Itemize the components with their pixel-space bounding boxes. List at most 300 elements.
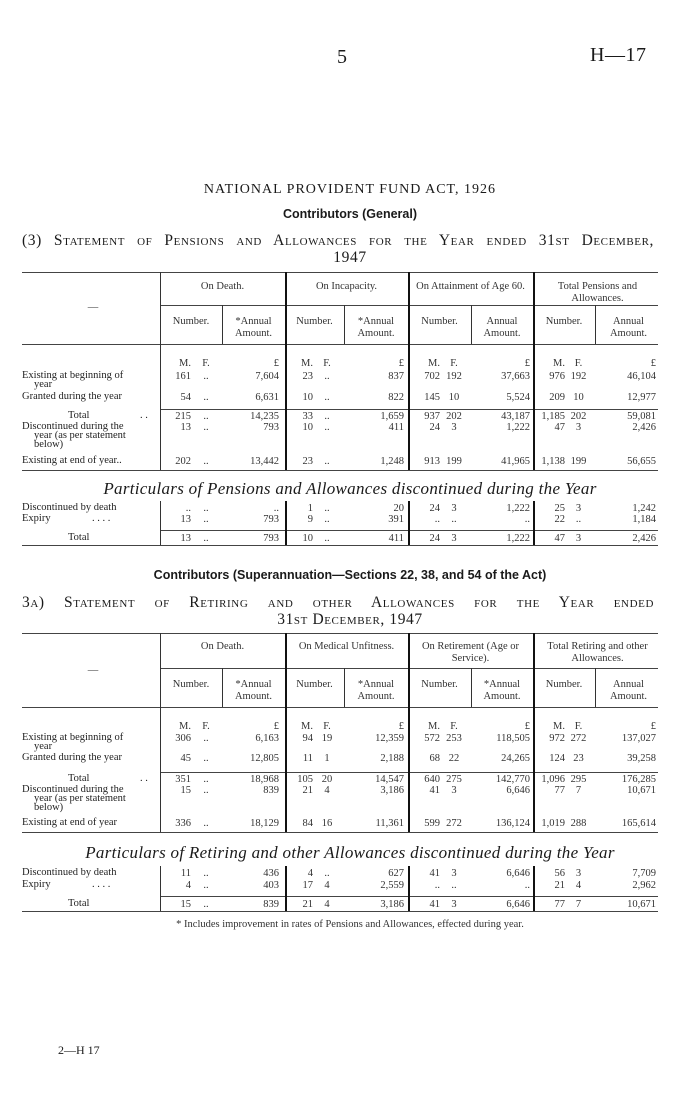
- leader-dots: . . . .: [92, 513, 111, 524]
- section1-particulars-title: Particulars of Pensions and Allowances discontinued during the Year: [103, 479, 597, 498]
- table-cell: 136,124: [495, 818, 530, 829]
- subcolumn-divider: [471, 305, 472, 344]
- table-cell: 12,805: [250, 753, 279, 764]
- section2-statement-title: 3a) Statement of Retiring and other Allowances for the Year ended: [22, 594, 654, 611]
- table-cell: 1,248: [380, 456, 404, 467]
- section1-top-rule: [22, 272, 658, 273]
- row-label-cont: year (as per statement: [34, 793, 126, 804]
- row-label: Granted during the year: [22, 391, 123, 402]
- table-cell: 23: [573, 753, 584, 764]
- particulars-cell: 25: [554, 503, 565, 514]
- table-cell: ..: [203, 753, 209, 764]
- particulars-cell: 22: [554, 514, 565, 525]
- particulars-cell: ..: [203, 880, 209, 891]
- group-header: Total Pensions and Allowances.: [557, 281, 638, 304]
- unit-label: £: [650, 721, 656, 732]
- table-cell: ..: [203, 422, 209, 433]
- table-cell: 15: [180, 785, 191, 796]
- table-cell: 41: [429, 785, 440, 796]
- particulars-label: Discontinued by death: [22, 867, 117, 878]
- section1-body-bottom-rule: [22, 470, 658, 471]
- stub-header-dash: —: [87, 665, 99, 676]
- particulars-cell: ..: [203, 503, 209, 514]
- table-cell: 12,359: [375, 733, 404, 744]
- leader-dots: . .: [140, 410, 148, 421]
- table-cell: 24,265: [501, 753, 530, 764]
- particulars-cell: 10: [302, 533, 313, 544]
- section1-statement-title: (3) Statement of Pensions and Allowances for the Year ended 31st December,: [22, 232, 654, 249]
- unit-label: M.: [301, 358, 313, 369]
- page-footer-id: 2—H 17: [58, 1043, 100, 1057]
- particulars-cell: 1: [307, 503, 313, 514]
- particulars-cell: 2,426: [632, 533, 656, 544]
- table-cell: 176,285: [621, 774, 656, 785]
- table-cell: ..: [324, 456, 330, 467]
- section1-statement-year: 1947: [333, 249, 367, 266]
- table-cell: 1,019: [541, 818, 565, 829]
- table-cell: 411: [388, 422, 404, 433]
- particulars-cell: 24: [429, 503, 440, 514]
- group-header: On Incapacity.: [315, 281, 378, 292]
- particulars-cell: 4: [575, 880, 582, 891]
- table-cell: 202: [175, 456, 191, 467]
- particulars-label: Expiry: [22, 879, 51, 890]
- table-cell: ..: [203, 785, 209, 796]
- row-label: Existing at beginning of: [22, 732, 124, 743]
- table-cell: 3,186: [380, 785, 404, 796]
- particulars-cell: 6,646: [506, 868, 530, 879]
- particulars-cell: 24: [429, 533, 440, 544]
- table-cell: 1,222: [506, 422, 530, 433]
- particulars-cell: 793: [263, 514, 279, 525]
- table-cell: 84: [302, 818, 313, 829]
- subcolumn-divider: [344, 305, 345, 344]
- table-cell: 56,655: [627, 456, 656, 467]
- table-cell: 68: [429, 753, 440, 764]
- particulars-divider: [285, 866, 287, 911]
- particulars-cell: ..: [451, 880, 457, 891]
- particulars-cell: 391: [388, 514, 404, 525]
- particulars-label: Total: [68, 532, 90, 543]
- table-cell: 3: [575, 422, 582, 433]
- table-cell: 165,614: [621, 818, 656, 829]
- unit-label: £: [650, 358, 656, 369]
- table-cell: 209: [549, 392, 565, 403]
- table-cell: 288: [570, 818, 587, 829]
- particulars-divider: [160, 501, 161, 545]
- table-cell: 105: [297, 774, 313, 785]
- row-label: Total: [68, 410, 90, 421]
- table-cell: 14,547: [375, 774, 404, 785]
- particulars-cell: ..: [324, 868, 330, 879]
- table-cell: 1,096: [541, 774, 565, 785]
- table-cell: 23: [302, 456, 313, 467]
- row-label: Existing at end of year..: [22, 455, 122, 466]
- particulars-cell: ..: [185, 503, 191, 514]
- row-label: Existing at beginning of: [22, 370, 124, 381]
- table-cell: 43,187: [501, 411, 530, 422]
- table-cell: 913: [424, 456, 440, 467]
- subcolumn-divider: [222, 305, 223, 344]
- table-cell: 702: [424, 371, 440, 382]
- table-cell: 54: [180, 392, 191, 403]
- page-number: 5: [337, 46, 347, 68]
- table-cell: 272: [570, 733, 587, 744]
- table-cell: ..: [324, 422, 330, 433]
- table-cell: 12,977: [627, 392, 656, 403]
- table-cell: 6,646: [506, 785, 530, 796]
- table-cell: 199: [570, 456, 587, 467]
- table-cell: 822: [388, 392, 404, 403]
- unit-label: M.: [179, 721, 191, 732]
- column-divider: [160, 633, 161, 832]
- particulars-divider: [533, 866, 535, 911]
- table-cell: 4: [324, 785, 330, 796]
- particulars-cell: 9: [307, 514, 313, 525]
- table-cell: ..: [203, 818, 209, 829]
- particulars-cell: 13: [180, 514, 191, 525]
- footnote: * Includes improvement in rates of Pensions and Allowances, effected during year.: [176, 919, 524, 930]
- table-cell: 3: [451, 422, 457, 433]
- column-header: *Annual Amount.: [234, 316, 273, 339]
- table-cell: ..: [203, 774, 209, 785]
- particulars-cell: ..: [524, 514, 530, 525]
- table-cell: 937: [424, 411, 440, 422]
- particulars-divider: [408, 501, 410, 545]
- group-header: On Retirement (Age or Service).: [421, 641, 520, 664]
- particulars-divider: [408, 866, 410, 911]
- table-cell: 124: [549, 753, 565, 764]
- unit-label: M.: [428, 721, 440, 732]
- particulars-cell: ..: [324, 533, 330, 544]
- table-cell: 1: [324, 753, 330, 764]
- table-cell: 14,235: [250, 411, 279, 422]
- table-cell: ..: [324, 371, 330, 382]
- subcolumn-divider: [595, 668, 596, 707]
- section2-particulars-bottom-rule: [22, 911, 658, 912]
- particulars-cell: 47: [554, 533, 565, 544]
- particulars-label: Discontinued by death: [22, 502, 117, 513]
- table-cell: 202: [446, 411, 462, 422]
- unit-label: £: [273, 721, 279, 732]
- particulars-cell: 21: [554, 880, 565, 891]
- particulars-cell: ..: [203, 868, 209, 879]
- table-cell: 199: [446, 456, 462, 467]
- table-cell: 21: [302, 785, 313, 796]
- particulars-cell: 3: [451, 899, 457, 910]
- table-cell: ..: [203, 392, 209, 403]
- table-cell: 837: [388, 371, 404, 382]
- table-cell: 2,426: [632, 422, 656, 433]
- table-cell: 351: [175, 774, 191, 785]
- section2-subtitle: Contributors (Superannuation—Sections 22, 38, and 54 of the Act): [153, 568, 547, 582]
- unit-label: M.: [553, 358, 565, 369]
- table-cell: 972: [549, 733, 565, 744]
- particulars-cell: ..: [524, 880, 530, 891]
- particulars-cell: ..: [324, 514, 330, 525]
- particulars-cell: 17: [302, 880, 313, 891]
- table-cell: 1,185: [541, 411, 565, 422]
- group-header: On Attainment of Age 60.: [416, 281, 525, 292]
- row-label: Granted during the year: [22, 752, 123, 763]
- particulars-label: Expiry: [22, 513, 51, 524]
- column-header: *Annual Amount.: [357, 316, 395, 339]
- section2-top-rule: [22, 633, 658, 634]
- column-divider: [533, 633, 535, 832]
- particulars-cell: 1,222: [506, 503, 530, 514]
- table-cell: 59,081: [627, 411, 656, 422]
- table-cell: 3: [451, 785, 457, 796]
- column-header: Number.: [545, 679, 583, 690]
- particulars-cell: 13: [180, 533, 191, 544]
- unit-label: F.: [202, 721, 210, 732]
- table-cell: 24: [429, 422, 440, 433]
- table-cell: 22: [448, 753, 460, 764]
- table-cell: 18,968: [250, 774, 279, 785]
- table-cell: 215: [175, 411, 191, 422]
- particulars-cell: ..: [434, 514, 440, 525]
- table-cell: 192: [570, 371, 587, 382]
- table-cell: 18,129: [250, 818, 279, 829]
- particulars-cell: 4: [324, 899, 330, 910]
- section1-subtitle: Contributors (General): [282, 207, 418, 221]
- particulars-label: Total: [68, 898, 90, 909]
- particulars-divider: [285, 501, 287, 545]
- document-reference: H—17: [590, 44, 647, 66]
- row-label-cont: year: [34, 379, 53, 390]
- table-cell: 1,138: [541, 456, 565, 467]
- table-cell: 976: [549, 371, 565, 382]
- table-cell: ..: [203, 371, 209, 382]
- column-header: Number.: [296, 316, 333, 327]
- table-cell: 6,631: [255, 392, 279, 403]
- column-header: Annual Amount.: [483, 316, 521, 339]
- particulars-cell: 2,962: [632, 880, 656, 891]
- particulars-cell: ..: [575, 514, 582, 525]
- particulars-cell: ..: [203, 533, 209, 544]
- particulars-cell: 6,646: [506, 899, 530, 910]
- particulars-cell: 411: [388, 533, 404, 544]
- column-header: Number.: [421, 316, 458, 327]
- unit-label: F.: [450, 358, 458, 369]
- table-cell: ..: [324, 392, 330, 403]
- particulars-cell: 7: [575, 899, 582, 910]
- table-cell: 1,659: [380, 411, 404, 422]
- table-cell: 13: [180, 422, 191, 433]
- unit-label: £: [524, 721, 530, 732]
- particulars-cell: 41: [429, 899, 440, 910]
- particulars-cell: ..: [273, 503, 279, 514]
- particulars-cell: 3,186: [380, 899, 404, 910]
- particulars-cell: 436: [263, 868, 279, 879]
- table-cell: 33: [302, 411, 313, 422]
- table-cell: 94: [302, 733, 313, 744]
- section1-particulars-bottom-rule: [22, 545, 658, 546]
- table-cell: 10,671: [627, 785, 656, 796]
- table-cell: 13,442: [250, 456, 279, 467]
- table-cell: 572: [424, 733, 440, 744]
- column-header: Number.: [296, 679, 333, 690]
- unit-label: M.: [553, 721, 565, 732]
- row-label-cont: below): [34, 802, 64, 813]
- unit-label: M.: [301, 721, 313, 732]
- particulars-cell: 7,709: [632, 868, 656, 879]
- table-cell: 253: [446, 733, 462, 744]
- column-header: Number.: [545, 316, 583, 327]
- subcolumn-divider: [344, 668, 345, 707]
- particulars-cell: 77: [554, 899, 565, 910]
- particulars-cell: 793: [263, 533, 279, 544]
- column-header: *Annual Amount.: [234, 679, 273, 702]
- table-cell: ..: [203, 456, 209, 467]
- particulars-cell: 15: [180, 899, 191, 910]
- particulars-cell: ..: [203, 899, 209, 910]
- unit-label: F.: [323, 721, 331, 732]
- particulars-cell: 1,184: [632, 514, 656, 525]
- particulars-cell: 627: [388, 868, 404, 879]
- table-cell: 272: [446, 818, 462, 829]
- unit-label: £: [524, 358, 530, 369]
- table-cell: 39,258: [627, 753, 656, 764]
- particulars-divider: [533, 501, 535, 545]
- table-cell: 142,770: [495, 774, 530, 785]
- table-cell: 336: [175, 818, 191, 829]
- table-cell: 202: [570, 411, 587, 422]
- table-cell: 10: [448, 392, 460, 403]
- column-divider: [533, 272, 535, 470]
- table-cell: 306: [175, 733, 191, 744]
- table-cell: ..: [203, 733, 209, 744]
- unit-label: M.: [179, 358, 191, 369]
- particulars-cell: 21: [302, 899, 313, 910]
- subcolumn-divider: [222, 668, 223, 707]
- section1-header-rule: [22, 344, 658, 345]
- table-cell: 47: [554, 422, 565, 433]
- table-cell: 20: [321, 774, 333, 785]
- particulars-cell: 11: [180, 868, 191, 879]
- column-divider: [285, 633, 287, 832]
- group-header: On Death.: [200, 641, 245, 652]
- table-cell: 7: [575, 785, 582, 796]
- row-label-cont: below): [34, 439, 64, 450]
- table-cell: 839: [263, 785, 279, 796]
- particulars-cell: 3: [451, 533, 457, 544]
- table-cell: 295: [570, 774, 587, 785]
- column-header: Annual Amount.: [609, 316, 648, 339]
- column-header: Number.: [172, 679, 210, 690]
- group-header: Total Retiring and other Allowances.: [547, 641, 648, 664]
- table-cell: ..: [324, 411, 330, 422]
- particulars-cell: ..: [203, 514, 209, 525]
- particulars-cell: 3: [451, 503, 457, 514]
- table-cell: 37,663: [501, 371, 530, 382]
- table-cell: 41,965: [501, 456, 530, 467]
- leader-dots: . .: [140, 773, 148, 784]
- particulars-cell: 839: [263, 899, 279, 910]
- table-cell: 11,361: [375, 818, 404, 829]
- table-cell: 275: [446, 774, 462, 785]
- section2-body-bottom-rule: [22, 832, 658, 833]
- particulars-cell: 403: [263, 880, 279, 891]
- table-cell: 77: [554, 785, 565, 796]
- table-cell: 19: [321, 733, 333, 744]
- row-label: Existing at end of year: [22, 817, 118, 828]
- particulars-cell: 20: [393, 503, 404, 514]
- unit-label: M.: [428, 358, 440, 369]
- particulars-cell: 2,559: [380, 880, 404, 891]
- unit-label: F.: [574, 358, 583, 369]
- particulars-divider: [160, 866, 161, 911]
- table-cell: 5,524: [506, 392, 530, 403]
- table-cell: 7,604: [255, 371, 279, 382]
- table-cell: 10: [302, 422, 313, 433]
- group-header: On Medical Unfitness.: [298, 641, 395, 652]
- table-cell: 10: [573, 392, 584, 403]
- table-cell: 16: [321, 818, 333, 829]
- particulars-cell: 1,222: [506, 533, 530, 544]
- table-cell: 23: [302, 371, 313, 382]
- table-cell: 793: [263, 422, 279, 433]
- row-label: Discontinued during the: [22, 784, 124, 795]
- particulars-cell: 4: [185, 880, 191, 891]
- particulars-cell: 3: [575, 533, 582, 544]
- table-cell: 145: [424, 392, 440, 403]
- column-divider: [285, 272, 287, 470]
- column-divider: [160, 272, 161, 470]
- stub-header-dash: —: [87, 302, 99, 313]
- table-cell: 45: [180, 753, 191, 764]
- particulars-cell: 41: [429, 868, 440, 879]
- table-cell: 599: [424, 818, 440, 829]
- subcolumn-divider: [471, 668, 472, 707]
- unit-label: F.: [574, 721, 583, 732]
- table-cell: 161: [175, 371, 191, 382]
- row-label-cont: year: [34, 741, 53, 752]
- particulars-cell: ..: [324, 503, 330, 514]
- group-header: On Death.: [200, 281, 245, 292]
- subcolumn-divider: [595, 305, 596, 344]
- column-header: *Annual Amount.: [483, 679, 521, 702]
- column-divider: [408, 633, 410, 832]
- table-cell: 10: [302, 392, 313, 403]
- particulars-cell: 10,671: [627, 899, 656, 910]
- particulars-cell: ..: [434, 880, 440, 891]
- table-cell: 11: [302, 753, 313, 764]
- unit-label: £: [398, 721, 404, 732]
- particulars-cell: 4: [307, 868, 313, 879]
- section2-particulars-title: Particulars of Retiring and other Allowances discontinued during the Year: [85, 843, 615, 862]
- particulars-cell: 3: [575, 868, 582, 879]
- table-cell: 2,188: [380, 753, 404, 764]
- unit-label: F.: [450, 721, 458, 732]
- row-label: Discontinued during the: [22, 421, 124, 432]
- unit-label: £: [398, 358, 404, 369]
- section2-header-rule: [22, 707, 658, 708]
- table-cell: 640: [424, 774, 440, 785]
- column-header: Number.: [172, 316, 210, 327]
- particulars-cell: 3: [575, 503, 582, 514]
- particulars-cell: 1,242: [632, 503, 656, 514]
- section2-statement-date: 31st December, 1947: [277, 611, 423, 628]
- unit-label: F.: [323, 358, 331, 369]
- particulars-cell: ..: [451, 514, 457, 525]
- leader-dots: . . . .: [92, 879, 111, 890]
- table-cell: 6,163: [255, 733, 279, 744]
- particulars-cell: 4: [324, 880, 330, 891]
- row-label-cont: year (as per statement: [34, 430, 126, 441]
- table-cell: 118,505: [496, 733, 530, 744]
- unit-label: £: [273, 358, 279, 369]
